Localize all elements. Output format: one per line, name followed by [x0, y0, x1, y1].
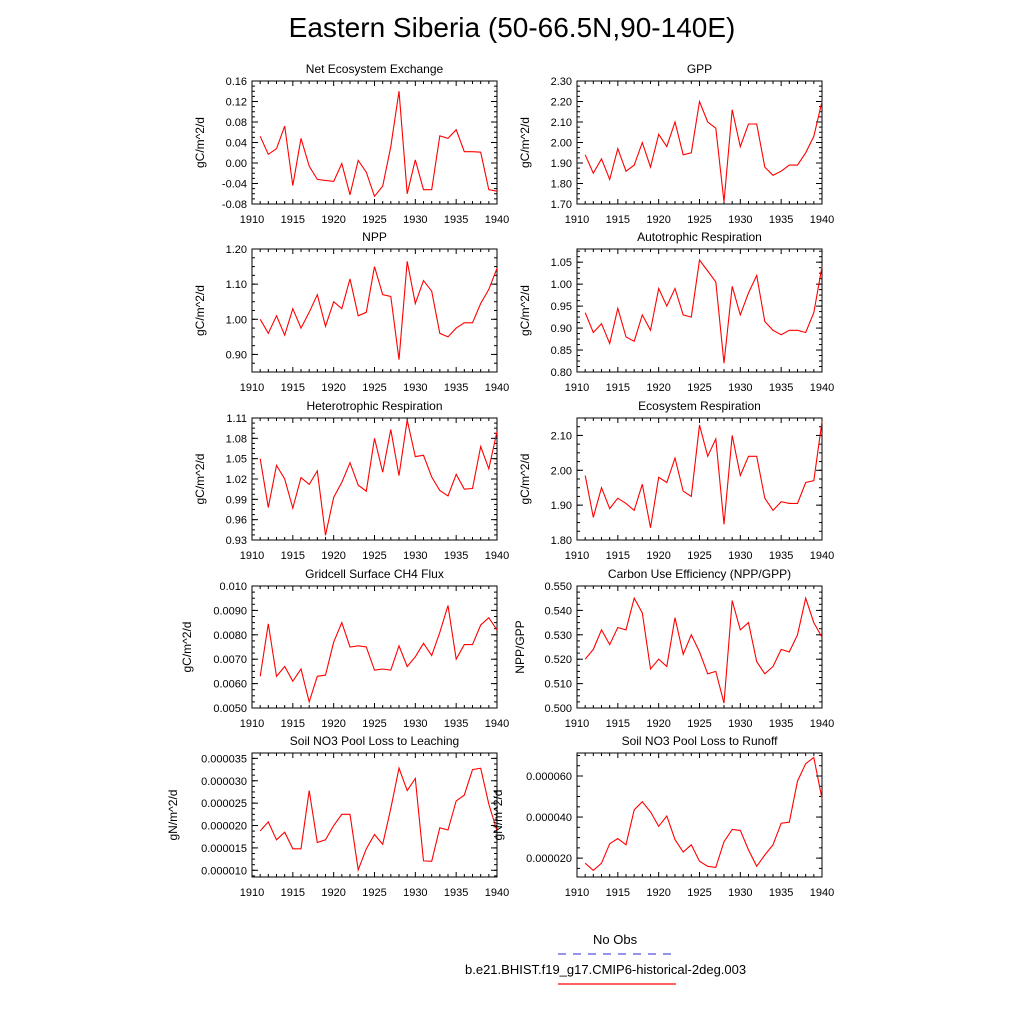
p3-ylabel: gC/m^2/d — [518, 285, 532, 336]
p8-xtick-label: 1930 — [403, 887, 428, 899]
p0-series-line — [260, 91, 497, 196]
p9-xtick-label: 1925 — [687, 887, 712, 899]
p5-xtick-label: 1930 — [728, 550, 753, 562]
p9-xtick-label: 1940 — [809, 887, 835, 899]
p2-ytick-label: 0.90 — [225, 349, 247, 362]
p1-ytick-label: 1.80 — [550, 178, 572, 191]
p6-ytick-label: 0.0060 — [213, 678, 247, 691]
p9-xtick-label: 1930 — [728, 887, 753, 899]
p1-xtick-label: 1930 — [728, 214, 753, 226]
p0-ytick-label: -0.04 — [221, 178, 247, 191]
p9-xtick-label: 1935 — [768, 887, 794, 899]
p9-ylabel: gN/m^2/d — [491, 789, 505, 841]
p0-xtick-label: 1920 — [321, 214, 346, 226]
p8-ytick-label: 0.000010 — [201, 865, 247, 878]
p1-frame — [577, 81, 822, 204]
p4-ytick-label: 0.99 — [225, 494, 247, 507]
p7-ytick-label: 0.530 — [544, 629, 572, 642]
p5-ytick-label: 2.10 — [550, 430, 572, 443]
p5-xtick-label: 1940 — [809, 550, 835, 562]
p8-series-line — [260, 768, 497, 870]
p4-ytick-label: 1.08 — [225, 433, 247, 446]
p1-xtick-label: 1940 — [809, 214, 835, 226]
p3-xtick-label: 1935 — [768, 382, 794, 394]
p7-ytick-label: 0.520 — [544, 654, 572, 667]
p9-series-line — [585, 758, 822, 871]
p0-xtick-label: 1915 — [280, 214, 306, 226]
p3-xtick-label: 1920 — [646, 382, 671, 394]
p9-ytick-label: 0.000020 — [526, 853, 572, 866]
p8-xtick-label: 1915 — [280, 887, 306, 899]
p4-xtick-label: 1940 — [484, 550, 510, 562]
p1-ytick-label: 1.90 — [550, 158, 572, 170]
p1-ylabel: gC/m^2/d — [518, 117, 532, 168]
p8-ylabel: gN/m^2/d — [166, 789, 180, 841]
p6-xtick-label: 1910 — [239, 718, 265, 730]
p2-xtick-label: 1915 — [280, 382, 306, 394]
p5-frame — [577, 418, 822, 540]
p7-series-line — [585, 598, 822, 703]
p5-xtick-label: 1910 — [564, 550, 590, 562]
p0-ylabel: gC/m^2/d — [193, 117, 207, 168]
p7-xtick-label: 1940 — [809, 718, 835, 730]
p8-xtick-label: 1925 — [362, 887, 387, 899]
p5-series-line — [585, 422, 822, 528]
p0-xtick-label: 1930 — [403, 214, 428, 226]
p2-ytick-label: 1.10 — [225, 279, 247, 292]
p0-ytick-label: -0.08 — [221, 199, 247, 211]
legend-model-label: b.e21.BHIST.f19_g17.CMIP6-historical-2deg.003 — [465, 962, 747, 977]
p0-xtick-label: 1925 — [362, 214, 387, 226]
p7-title: Carbon Use Efficiency (NPP/GPP) — [607, 567, 792, 581]
p7-xtick-label: 1920 — [646, 718, 671, 730]
p2-ylabel: gC/m^2/d — [193, 285, 207, 336]
p7-ytick-label: 0.540 — [544, 605, 572, 618]
p3-xtick-label: 1930 — [728, 382, 753, 394]
p4-ylabel: gC/m^2/d — [193, 453, 207, 505]
p5-title: Ecosystem Respiration — [638, 399, 761, 413]
p4-title: Heterotrophic Respiration — [306, 399, 443, 413]
p6-ytick-label: 0.010 — [219, 581, 247, 593]
p6-ylabel: gC/m^2/d — [180, 621, 194, 673]
p4-xtick-label: 1925 — [362, 550, 387, 562]
p7-ytick-label: 0.500 — [544, 703, 572, 715]
p3-ytick-label: 0.80 — [550, 367, 572, 379]
p1-series-line — [585, 102, 822, 202]
p6-xtick-label: 1915 — [280, 718, 306, 730]
p7-xtick-label: 1935 — [768, 718, 794, 730]
p5-ytick-label: 1.80 — [550, 535, 572, 547]
p3-xtick-label: 1915 — [605, 382, 631, 394]
p1-ytick-label: 2.10 — [550, 117, 572, 129]
p1-xtick-label: 1910 — [564, 214, 590, 226]
p9-ytick-label: 0.000060 — [526, 770, 572, 783]
p6-frame — [252, 586, 497, 708]
p0-xtick-label: 1940 — [484, 214, 510, 226]
p3-ytick-label: 0.95 — [550, 301, 572, 314]
p8-xtick-label: 1935 — [443, 887, 469, 899]
p3-xtick-label: 1940 — [809, 382, 835, 394]
p2-xtick-label: 1925 — [362, 382, 387, 394]
p1-ytick-label: 2.20 — [550, 96, 572, 109]
p0-ytick-label: 0.12 — [225, 96, 247, 109]
p7-xtick-label: 1915 — [605, 718, 631, 730]
p4-ytick-label: 0.93 — [225, 535, 247, 547]
p8-title: Soil NO3 Pool Loss to Leaching — [289, 734, 460, 748]
p6-ytick-label: 0.0070 — [213, 654, 247, 667]
p2-xtick-label: 1930 — [403, 382, 428, 394]
legend-obs-label: No Obs — [593, 932, 638, 947]
p8-ytick-label: 0.000030 — [201, 775, 247, 788]
p4-ytick-label: 1.05 — [225, 453, 247, 466]
p9-title: Soil NO3 Pool Loss to Runoff — [621, 734, 778, 748]
p2-ytick-label: 1.20 — [225, 244, 247, 256]
p6-title: Gridcell Surface CH4 Flux — [305, 567, 444, 581]
p2-series-line — [260, 261, 497, 359]
p1-xtick-label: 1915 — [605, 214, 631, 226]
p5-xtick-label: 1915 — [605, 550, 631, 562]
p4-xtick-label: 1930 — [403, 550, 428, 562]
p6-ytick-label: 0.0090 — [213, 605, 247, 618]
p9-xtick-label: 1915 — [605, 887, 631, 899]
p4-frame — [252, 418, 497, 540]
p6-xtick-label: 1930 — [403, 718, 428, 730]
p8-ytick-label: 0.000020 — [201, 820, 247, 833]
p2-title: NPP — [362, 230, 387, 244]
p4-xtick-label: 1910 — [239, 550, 265, 562]
p6-xtick-label: 1925 — [362, 718, 387, 730]
p5-ytick-label: 1.90 — [550, 500, 572, 513]
p7-ytick-label: 0.550 — [544, 581, 572, 593]
p2-xtick-label: 1935 — [443, 382, 469, 394]
p8-ytick-label: 0.000015 — [201, 842, 247, 855]
p3-xtick-label: 1925 — [687, 382, 712, 394]
p8-ytick-label: 0.000035 — [201, 753, 247, 766]
p1-xtick-label: 1935 — [768, 214, 794, 226]
p9-xtick-label: 1920 — [646, 887, 671, 899]
p1-xtick-label: 1920 — [646, 214, 671, 226]
p3-title: Autotrophic Respiration — [637, 230, 762, 244]
p1-ytick-label: 1.70 — [550, 199, 572, 211]
p2-xtick-label: 1910 — [239, 382, 265, 394]
p0-title: Net Ecosystem Exchange — [305, 62, 444, 76]
p5-xtick-label: 1935 — [768, 550, 794, 562]
p6-xtick-label: 1935 — [443, 718, 469, 730]
p3-ytick-label: 1.00 — [550, 279, 572, 292]
p6-ytick-label: 0.0080 — [213, 629, 247, 642]
p2-xtick-label: 1940 — [484, 382, 510, 394]
p5-ytick-label: 2.00 — [550, 465, 572, 478]
p0-ytick-label: 0.00 — [225, 158, 247, 170]
p7-ytick-label: 0.510 — [544, 678, 572, 691]
p6-series-line — [260, 606, 497, 702]
p5-xtick-label: 1925 — [687, 550, 712, 562]
p2-xtick-label: 1920 — [321, 382, 346, 394]
p3-ytick-label: 0.90 — [550, 323, 572, 336]
p5-ylabel: gC/m^2/d — [518, 453, 532, 505]
p0-ytick-label: 0.16 — [225, 76, 247, 88]
p4-ytick-label: 0.96 — [225, 514, 247, 527]
p8-xtick-label: 1940 — [484, 887, 510, 899]
p9-xtick-label: 1910 — [564, 887, 590, 899]
p1-xtick-label: 1925 — [687, 214, 712, 226]
p1-ytick-label: 2.00 — [550, 137, 572, 150]
figure-title: Eastern Siberia (50-66.5N,90-140E) — [288, 12, 736, 43]
p2-ytick-label: 1.00 — [225, 314, 247, 327]
p4-xtick-label: 1935 — [443, 550, 469, 562]
p0-xtick-label: 1935 — [443, 214, 469, 226]
p7-xtick-label: 1910 — [564, 718, 590, 730]
p0-xtick-label: 1910 — [239, 214, 265, 226]
p0-ytick-label: 0.08 — [225, 117, 247, 129]
p7-frame — [577, 586, 822, 708]
p3-frame — [577, 249, 822, 372]
p8-ytick-label: 0.000025 — [201, 798, 247, 811]
p6-xtick-label: 1940 — [484, 718, 510, 730]
p3-ytick-label: 1.05 — [550, 257, 572, 270]
p7-xtick-label: 1925 — [687, 718, 712, 730]
p3-series-line — [585, 260, 822, 363]
p8-xtick-label: 1910 — [239, 887, 265, 899]
p5-xtick-label: 1920 — [646, 550, 671, 562]
p0-ytick-label: 0.04 — [225, 137, 247, 150]
p6-ytick-label: 0.0050 — [213, 703, 247, 715]
p7-ylabel: NPP/GPP — [513, 620, 527, 674]
p3-xtick-label: 1910 — [564, 382, 590, 394]
p4-series-line — [260, 420, 497, 535]
p1-ytick-label: 2.30 — [550, 76, 572, 88]
p0-frame — [252, 81, 497, 204]
p3-ytick-label: 0.85 — [550, 345, 572, 358]
p8-frame — [252, 753, 497, 877]
p4-ytick-label: 1.02 — [225, 474, 247, 486]
p9-frame — [577, 753, 822, 877]
p4-ytick-label: 1.11 — [226, 413, 247, 425]
p4-xtick-label: 1920 — [321, 550, 346, 562]
p4-xtick-label: 1915 — [280, 550, 306, 562]
p7-xtick-label: 1930 — [728, 718, 753, 730]
p8-xtick-label: 1920 — [321, 887, 346, 899]
p6-xtick-label: 1920 — [321, 718, 346, 730]
p9-ytick-label: 0.000040 — [526, 812, 572, 825]
p1-title: GPP — [686, 62, 713, 76]
